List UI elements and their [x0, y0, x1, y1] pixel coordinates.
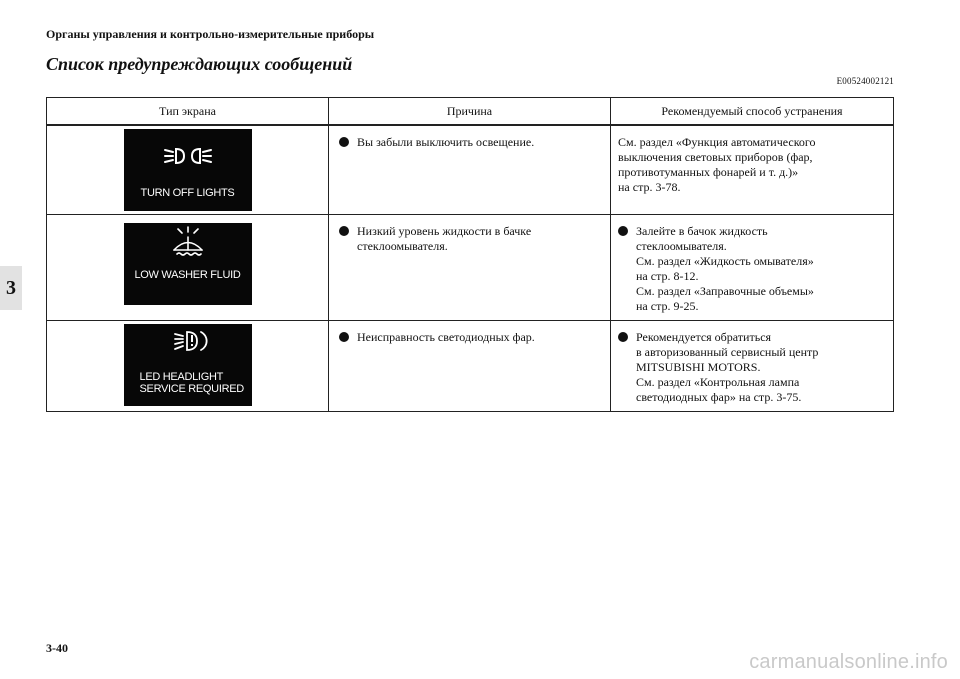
table-row [47, 215, 894, 321]
display-screen [124, 223, 252, 305]
screen-cell [47, 125, 329, 215]
section-title: Список предупреждающих сообщений [46, 54, 353, 74]
screen-cell [47, 321, 329, 412]
cause-item: Вы забыли выключить освещение. [339, 135, 604, 150]
screen-message: LOW WASHER FLUID [134, 269, 241, 281]
bullet-icon [618, 226, 628, 236]
bullet-icon [618, 332, 628, 342]
column-header-remedy: Рекомендуемый способ устранения [611, 98, 894, 126]
cause-cell [329, 321, 611, 412]
bullet-icon [339, 226, 349, 236]
cause-item: Неисправность светодиодных фар. [339, 330, 604, 345]
chapter-tab: 3 [0, 266, 22, 310]
bullet-icon [339, 137, 349, 147]
bullet-icon [339, 332, 349, 342]
remedy-cell [611, 215, 894, 321]
column-header-screen: Тип экрана [47, 98, 329, 126]
cause-cell [329, 215, 611, 321]
remedy-item: Залейте в бачок жидкость стеклоомывателя. См. раздел «Жидкость омывателя» на стр. 8-12. См. раздел «Заправочные объемы» на стр. 9-25. [618, 224, 887, 314]
watermark: carmanualsonline.info [749, 651, 948, 673]
column-header-cause: Причина [329, 98, 611, 126]
screen-cell [47, 215, 329, 321]
remedy-cell [611, 125, 894, 215]
page-number: 3-40 [46, 641, 68, 655]
warning-messages-table [46, 97, 894, 412]
washer-fluid-icon [124, 223, 252, 305]
cause-item: Низкий уровень жидкости в бачке стеклоомывателя. [339, 224, 604, 254]
display-screen [124, 129, 252, 211]
running-header: Органы управления и контрольно-измерительные приборы [46, 27, 375, 41]
remedy-item: Рекомендуется обратиться в авторизованный сервисный центр MITSUBISHI MOTORS. См. раздел «Контрольная лампа светодиодных фар» на стр. 3-75. [618, 330, 887, 405]
display-screen [124, 324, 252, 406]
document-code: E00524002121 [836, 76, 894, 86]
cause-cell [329, 125, 611, 215]
table-row [47, 125, 894, 215]
remedy-cell [611, 321, 894, 412]
table-header-row [47, 98, 894, 126]
table-row [47, 321, 894, 412]
screen-message: LED HEADLIGHT SERVICE REQUIRED [139, 371, 244, 395]
remedy-text: См. раздел «Функция автоматического выключения световых приборов (фар, противотуманных фонарей и т. д.)» на стр. 3-78. [618, 135, 816, 194]
screen-message: TURN OFF LIGHTS [140, 187, 235, 199]
